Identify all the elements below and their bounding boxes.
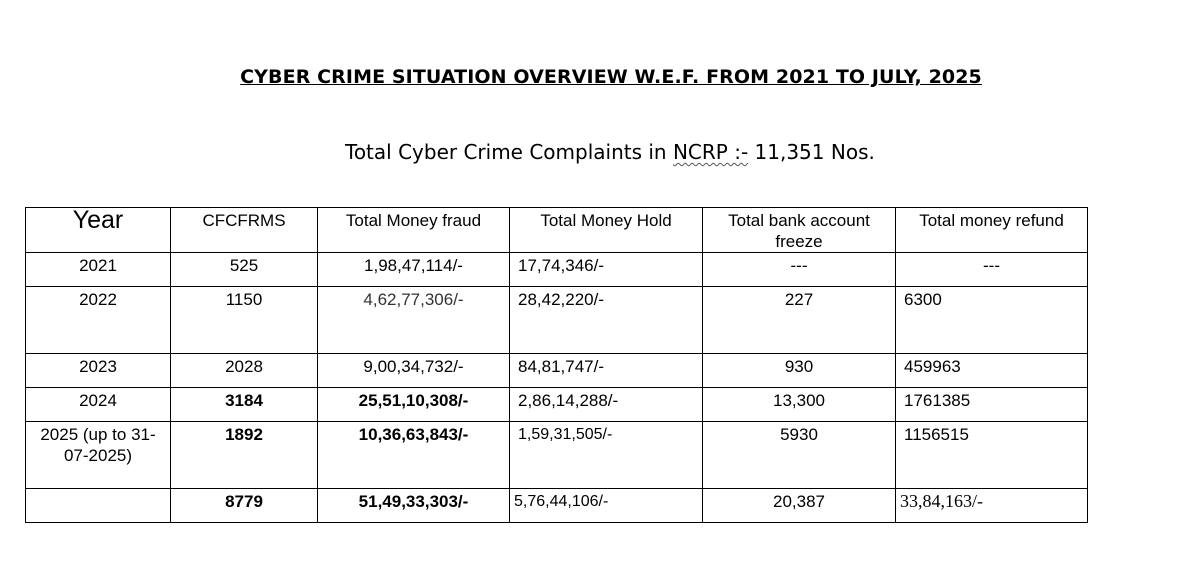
cell-cfcfrms-total: 8779 <box>171 489 318 523</box>
table-row <box>26 287 1088 354</box>
cell-account-freeze: 13,300 <box>703 388 896 422</box>
cell-account-freeze: 930 <box>703 354 896 388</box>
cell-money-fraud: 4,62,77,306/- <box>318 287 510 354</box>
ncrp-label: NCRP :- <box>672 140 749 164</box>
cell-cfcfrms: 1892 <box>171 422 318 489</box>
total-complaints-prefix: Total Cyber Crime Complaints in <box>345 140 673 164</box>
cell-money-hold-total: 5,76,44,106/- <box>510 489 703 523</box>
table-row <box>26 253 1088 287</box>
table-row <box>26 388 1088 422</box>
table-row <box>26 422 1088 489</box>
cell-money-refund: 459963 <box>896 354 1088 388</box>
header-bank-account-freeze: Total bank account freeze <box>703 208 896 253</box>
cell-account-freeze: --- <box>703 253 896 287</box>
cell-money-refund: 6300 <box>896 287 1088 354</box>
cell-money-fraud: 10,36,63,843/- <box>318 422 510 489</box>
header-year: Year <box>26 208 171 253</box>
cell-money-refund: 1156515 <box>896 422 1088 489</box>
cell-year: 2025 (up to 31-07-2025) <box>26 422 171 489</box>
table-row <box>26 354 1088 388</box>
table-header-row <box>26 208 1088 253</box>
cell-cfcfrms: 2028 <box>171 354 318 388</box>
cell-money-hold: 2,86,14,288/- <box>510 388 703 422</box>
cell-cfcfrms: 1150 <box>171 287 318 354</box>
cell-cfcfrms: 3184 <box>171 388 318 422</box>
page-title: CYBER CRIME SITUATION OVERVIEW W.E.F. FROM 2021 TO JULY, 2025 <box>240 66 982 88</box>
total-complaints-line <box>345 140 875 164</box>
cell-money-hold: 84,81,747/- <box>510 354 703 388</box>
cyber-crime-table <box>25 207 1088 523</box>
cell-money-refund: 1761385 <box>896 388 1088 422</box>
cell-account-freeze: 227 <box>703 287 896 354</box>
cell-year: 2023 <box>26 354 171 388</box>
cell-money-refund: --- <box>896 253 1088 287</box>
cell-year: 2021 <box>26 253 171 287</box>
header-total-money-refund: Total money refund <box>896 208 1088 253</box>
header-total-money-hold: Total Money Hold <box>510 208 703 253</box>
cell-money-hold: 28,42,220/- <box>510 287 703 354</box>
total-complaints-value: 11,351 Nos. <box>748 140 875 164</box>
cell-account-freeze-total: 20,387 <box>703 489 896 523</box>
cell-cfcfrms: 525 <box>171 253 318 287</box>
cell-money-fraud-total: 51,49,33,303/- <box>318 489 510 523</box>
header-cfcfrms: CFCFRMS <box>171 208 318 253</box>
header-total-money-fraud: Total Money fraud <box>318 208 510 253</box>
cell-money-fraud: 1,98,47,114/- <box>318 253 510 287</box>
cell-year: 2022 <box>26 287 171 354</box>
cell-year <box>26 489 171 523</box>
cell-account-freeze: 5930 <box>703 422 896 489</box>
cell-money-fraud: 9,00,34,732/- <box>318 354 510 388</box>
cell-money-hold: 17,74,346/- <box>510 253 703 287</box>
cell-year: 2024 <box>26 388 171 422</box>
cell-money-hold: 1,59,31,505/- <box>510 422 703 489</box>
cell-money-fraud: 25,51,10,308/- <box>318 388 510 422</box>
cell-money-refund-total: 33,84,163/- <box>896 489 1088 523</box>
table-total-row <box>26 489 1088 523</box>
